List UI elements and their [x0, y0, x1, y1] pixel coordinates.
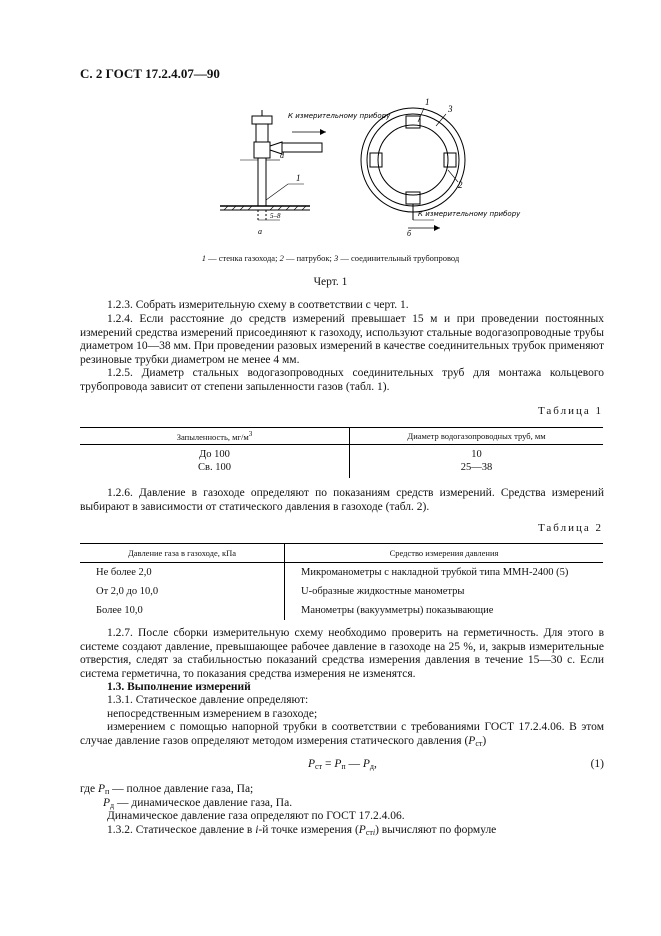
where-line-1: где $P_п$ — полное давление газа, Па;	[80, 783, 254, 796]
figure-title: Черт. 1	[313, 276, 348, 288]
formula-number: (1)	[590, 758, 604, 770]
table-2-header-instrument: Средство измерения давления	[285, 544, 604, 563]
table-row: До 100 10	[80, 445, 603, 462]
callout-1-b: 1	[425, 97, 430, 107]
page-header: С. 2 ГОСТ 17.2.4.07—90	[80, 66, 220, 81]
paragraph-1-3-1-a: непосредственным измерением в газоходе;	[107, 708, 318, 720]
callout-1-a: 1	[296, 173, 301, 183]
label-sub-a: а	[258, 227, 262, 236]
label-sub-b: б	[407, 229, 412, 238]
paragraph-1-2-3: 1.2.3. Собрать измерительную схему в соответствии с черт. 1.	[107, 299, 409, 311]
label-dim-5-8: 5–8	[270, 212, 281, 220]
figure-caption: 1 — стенка газохода; 2 — патрубок; 3 — соединительный трубопровод	[201, 253, 460, 263]
table-2-header-pressure: Давление газа в газоходе, кПа	[80, 544, 285, 563]
where-line-2: $P_д$ — динамическое давление газа, Па.	[103, 797, 293, 810]
label-to-device-b: К измерительному прибору	[418, 210, 521, 218]
label-dim-d: d	[280, 151, 284, 160]
table-row: От 2,0 до 10,0 U-образные жидкостные манометры	[80, 582, 603, 601]
callout-2: 2	[458, 180, 463, 190]
figure-1	[200, 88, 521, 248]
paragraph-1-2-5: 1.2.5. Диаметр стальных водогазопроводных соединительных труб для монтажа кольцевого трубопровода зависит от степени запыленности газов (табл. 1).	[80, 367, 604, 393]
label-to-device-a: К измерительному прибору	[288, 112, 391, 120]
table-row: Более 10,0 Манометры (вакуумметры) показывающие	[80, 601, 603, 620]
paragraph-1-3-1-b: измерением с помощью напорной трубки в соответствии с требованиями ГОСТ 17.2.4.06. В этом случае давление газов определяют методом измерения статического давления $(P_{ст})$	[80, 721, 604, 748]
paragraph-1-3-2: 1.3.2. Статическое давление в i-й точке измерения $(P_{стi})$ вычисляют по формуле	[107, 824, 497, 837]
table-row: Не более 2,0 Микроманометры с накладной трубкой типа ММН-2400 (5)	[80, 563, 603, 583]
paragraph-1-2-4: 1.2.4. Если расстояние до средств измерений превышает 15 м и при проведении постоянных измерений средства измерений присоединяют к газоходу, используют стальные водогазопроводные трубы диаметром 10—38 мм. При проведении разовых измерений в качестве соединительных трубок применяют резиновые трубки диаметром не менее 4 мм.	[80, 313, 604, 366]
table-1-header-diameter: Диаметр водогазопроводных труб, мм	[350, 428, 604, 445]
paragraph-1-2-7: 1.2.7. После сборки измерительную схему необходимо проверить на герметичность. Для этого в системе создают давление, превышающее рабочее давление в газоходе на 25 %, и, закрыв измерительные отверстия, следят за стабильностью показаний средства измерения давления в течение 15—30 с. Если система герметична, то показания средства измерения не изменятся.	[80, 627, 604, 680]
formula-expression: $P_{ст} = P_п$ — $P_д$,	[308, 758, 377, 771]
figure-a-probe	[220, 110, 322, 220]
section-1-3-heading: 1.3. Выполнение измерений	[107, 681, 251, 693]
paragraph-dynamic-pressure: Динамическое давление газа определяют по ГОСТ 17.2.4.06.	[107, 810, 405, 822]
table-2	[80, 543, 603, 620]
figure-b-ring	[361, 108, 465, 220]
table-1-header-dust: Запыленность, $мг/м^3$	[80, 428, 350, 445]
paragraph-1-2-6: 1.2.6. Давление в газоходе определяют по показаниям средств измерений. Средства измерений выбирают в зависимости от статического давления в газоходе (табл. 2).	[80, 487, 604, 513]
table-2-label: Таблица 2	[537, 522, 603, 534]
table-1	[80, 427, 603, 478]
table-row: Св. 100 25—38	[80, 462, 603, 479]
callout-3: 3	[448, 104, 453, 114]
paragraph-1-3-1: 1.3.1. Статическое давление определяют:	[107, 694, 309, 706]
table-1-label: Таблица 1	[537, 405, 603, 417]
